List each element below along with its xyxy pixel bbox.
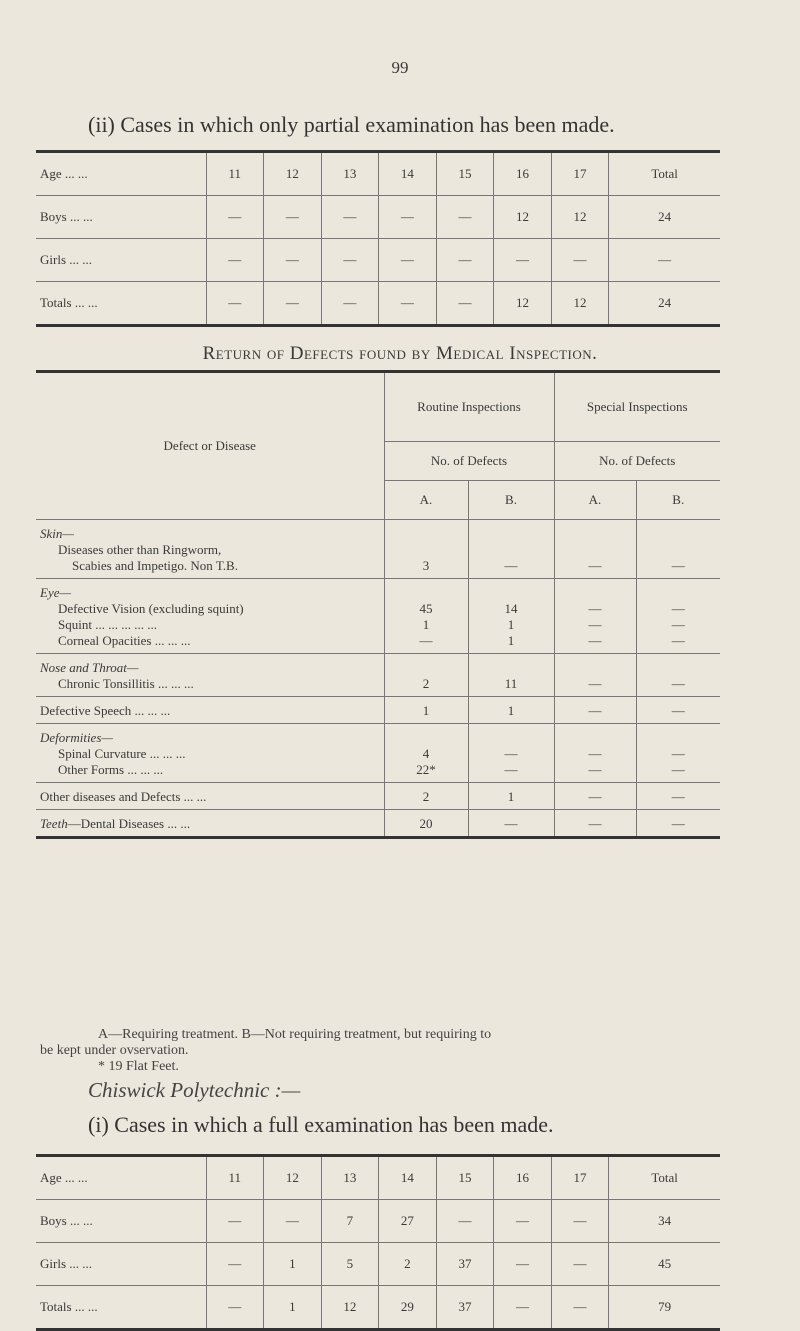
value: — bbox=[504, 746, 518, 761]
table-cell: — bbox=[264, 196, 322, 239]
table-cell: — bbox=[321, 196, 379, 239]
value-cell bbox=[554, 520, 636, 579]
value: — bbox=[671, 789, 685, 804]
value-cell bbox=[468, 783, 554, 810]
item-label: Squint ... ... ... ... ... bbox=[58, 617, 157, 632]
table-cell: 34 bbox=[609, 1200, 720, 1243]
value-cell bbox=[554, 697, 636, 724]
table-cell: 15 bbox=[436, 1156, 494, 1200]
table-cell: 27 bbox=[379, 1200, 437, 1243]
notes bbox=[40, 1027, 730, 1075]
table-cell: 11 bbox=[206, 1156, 264, 1200]
value: — bbox=[671, 617, 685, 632]
partial-exam-heading: (ii) Cases in which only partial examination has been made. bbox=[88, 112, 615, 137]
value: 1 bbox=[507, 617, 515, 632]
table-cell: 1 bbox=[264, 1286, 322, 1330]
table-cell: — bbox=[206, 196, 264, 239]
defect-label bbox=[36, 783, 384, 810]
table-cell: 14 bbox=[379, 152, 437, 196]
table-cell: 12 bbox=[264, 1156, 322, 1200]
table-cell: — bbox=[321, 282, 379, 326]
table-cell: 7 bbox=[321, 1200, 379, 1243]
table-row bbox=[36, 783, 720, 810]
value-cell bbox=[468, 697, 554, 724]
table-cell: 2 bbox=[379, 1243, 437, 1286]
table-cell: — bbox=[379, 239, 437, 282]
table-cell: 13 bbox=[321, 152, 379, 196]
table-cell: — bbox=[494, 1286, 552, 1330]
special-header: Special Inspections bbox=[554, 372, 720, 442]
item-text: —Dental Diseases ... ... bbox=[67, 816, 191, 831]
item-label: Spinal Curvature ... ... ... bbox=[58, 746, 186, 761]
table-row bbox=[36, 724, 720, 783]
value: — bbox=[671, 558, 685, 573]
table-cell: 5 bbox=[321, 1243, 379, 1286]
row-label: Girls ... ... bbox=[36, 239, 206, 282]
table-cell: 29 bbox=[379, 1286, 437, 1330]
item-label: Diseases other than Ringworm, bbox=[58, 542, 222, 557]
table-cell: — bbox=[264, 282, 322, 326]
value: — bbox=[671, 762, 685, 777]
value-cell bbox=[554, 783, 636, 810]
value: 20 bbox=[419, 816, 433, 831]
value: — bbox=[671, 746, 685, 761]
value-cell bbox=[636, 654, 720, 697]
value: — bbox=[504, 816, 518, 831]
table-cell: — bbox=[206, 1243, 264, 1286]
special-b: B. bbox=[636, 481, 720, 520]
table-cell: — bbox=[436, 196, 494, 239]
table-cell: 12 bbox=[551, 282, 609, 326]
table-cell: — bbox=[264, 239, 322, 282]
partial-exam-table bbox=[36, 150, 720, 327]
value-cell bbox=[384, 810, 468, 838]
value: 2 bbox=[422, 676, 430, 691]
value-cell bbox=[384, 724, 468, 783]
value-cell bbox=[554, 579, 636, 654]
value: — bbox=[588, 617, 602, 632]
value-cell bbox=[554, 654, 636, 697]
defect-label bbox=[36, 654, 384, 697]
item-label bbox=[40, 816, 384, 832]
value: — bbox=[419, 633, 433, 648]
defect-label bbox=[36, 579, 384, 654]
table-row bbox=[36, 697, 720, 724]
table-cell: 11 bbox=[206, 152, 264, 196]
value: 45 bbox=[419, 601, 433, 616]
table-cell: 12 bbox=[494, 196, 552, 239]
category-label: Eye— bbox=[40, 585, 72, 600]
table-row bbox=[36, 520, 720, 579]
table-cell: 12 bbox=[264, 152, 322, 196]
value-cell bbox=[636, 520, 720, 579]
value: — bbox=[588, 816, 602, 831]
table-cell: — bbox=[436, 239, 494, 282]
value: 1 bbox=[507, 789, 515, 804]
value-cell bbox=[554, 724, 636, 783]
table-cell: 45 bbox=[609, 1243, 720, 1286]
table-cell: 17 bbox=[551, 1156, 609, 1200]
table-cell: 14 bbox=[379, 1156, 437, 1200]
value: — bbox=[588, 703, 602, 718]
full-exam-table bbox=[36, 1154, 720, 1331]
full-exam-heading: (i) Cases in which a full examination has been made. bbox=[88, 1112, 554, 1137]
table-cell: Total bbox=[609, 152, 720, 196]
routine-a: A. bbox=[384, 481, 468, 520]
defects-table bbox=[36, 370, 720, 839]
value: 1 bbox=[422, 703, 430, 718]
table-cell: — bbox=[494, 1200, 552, 1243]
item-label-cont: Scabies and Impetigo. Non T.B. bbox=[72, 558, 238, 573]
table-row bbox=[36, 1286, 720, 1330]
table-cell: — bbox=[494, 1243, 552, 1286]
value: — bbox=[588, 789, 602, 804]
value: — bbox=[588, 601, 602, 616]
table-cell: — bbox=[551, 1243, 609, 1286]
routine-header: Routine Inspections bbox=[384, 372, 554, 442]
table-cell: 24 bbox=[609, 196, 720, 239]
value-cell bbox=[636, 810, 720, 838]
page-number: 99 bbox=[391, 58, 409, 77]
table-cell: — bbox=[436, 1200, 494, 1243]
table-cell: 13 bbox=[321, 1156, 379, 1200]
value: 1 bbox=[507, 633, 515, 648]
row-label: Age ... ... bbox=[36, 152, 206, 196]
value: — bbox=[671, 703, 685, 718]
table-cell: — bbox=[494, 239, 552, 282]
defects-heading: Return of Defects found by Medical Inspection. bbox=[202, 343, 598, 364]
table-cell: 79 bbox=[609, 1286, 720, 1330]
value-cell bbox=[384, 579, 468, 654]
item-label: Corneal Opacities ... ... ... bbox=[58, 633, 191, 648]
table-cell: — bbox=[436, 282, 494, 326]
table-row bbox=[36, 810, 720, 838]
table-cell: 12 bbox=[494, 282, 552, 326]
row-label: Totals ... ... bbox=[40, 1299, 98, 1314]
value-cell bbox=[468, 579, 554, 654]
header-row bbox=[36, 1156, 720, 1200]
value: — bbox=[588, 762, 602, 777]
table-row bbox=[36, 1243, 720, 1286]
table-cell: — bbox=[206, 1286, 264, 1330]
category-label: Teeth bbox=[40, 816, 68, 831]
value: — bbox=[588, 558, 602, 573]
value-cell bbox=[636, 579, 720, 654]
table-row bbox=[36, 1200, 720, 1243]
value: 3 bbox=[422, 558, 430, 573]
value-cell bbox=[468, 810, 554, 838]
value-cell bbox=[384, 654, 468, 697]
table-row bbox=[36, 579, 720, 654]
table-cell: — bbox=[551, 1286, 609, 1330]
value-cell bbox=[384, 520, 468, 579]
value: — bbox=[588, 746, 602, 761]
category-label: Deformities— bbox=[40, 730, 113, 745]
table-cell: — bbox=[264, 1200, 322, 1243]
value-cell bbox=[384, 697, 468, 724]
routine-b: B. bbox=[468, 481, 554, 520]
routine-no-defects: No. of Defects bbox=[384, 442, 554, 481]
table-row bbox=[36, 196, 720, 239]
value: — bbox=[671, 601, 685, 616]
defect-col-header: Defect or Disease bbox=[36, 372, 384, 520]
table-cell: 16 bbox=[494, 152, 552, 196]
item-label: Chronic Tonsillitis ... ... ... bbox=[58, 676, 194, 691]
row-label: Girls ... ... bbox=[36, 1243, 206, 1286]
table-row bbox=[36, 239, 720, 282]
table-cell: 1 bbox=[264, 1243, 322, 1286]
table-cell: 24 bbox=[609, 282, 720, 326]
table-row bbox=[36, 282, 720, 326]
value: — bbox=[671, 676, 685, 691]
table-cell: — bbox=[321, 239, 379, 282]
note-line: be kept under ovservation. bbox=[40, 1043, 189, 1058]
table-row bbox=[36, 654, 720, 697]
category-label: Skin— bbox=[40, 526, 74, 541]
table-cell: — bbox=[379, 196, 437, 239]
value: 4 bbox=[422, 746, 430, 761]
special-no-defects: No. of Defects bbox=[554, 442, 720, 481]
special-a: A. bbox=[554, 481, 636, 520]
value: 1 bbox=[507, 703, 515, 718]
table-cell: — bbox=[206, 1200, 264, 1243]
value-cell bbox=[468, 724, 554, 783]
item-label: Other diseases and Defects ... ... bbox=[40, 789, 207, 804]
item-label: Defective Vision (excluding squint) bbox=[58, 601, 244, 616]
table-cell: 16 bbox=[494, 1156, 552, 1200]
defect-label bbox=[36, 520, 384, 579]
table-cell: — bbox=[609, 239, 720, 282]
row-label: Age ... ... bbox=[36, 1156, 206, 1200]
value: 14 bbox=[504, 601, 518, 616]
header-row bbox=[36, 152, 720, 196]
value: — bbox=[671, 633, 685, 648]
value: — bbox=[504, 558, 518, 573]
value-cell bbox=[384, 783, 468, 810]
value: — bbox=[671, 816, 685, 831]
value-cell bbox=[468, 654, 554, 697]
row-label: Totals ... ... bbox=[40, 295, 98, 310]
table-cell: 37 bbox=[436, 1286, 494, 1330]
defect-label bbox=[36, 724, 384, 783]
category-label: Nose and Throat— bbox=[40, 660, 139, 675]
table-cell: — bbox=[206, 282, 264, 326]
table-cell: 12 bbox=[321, 1286, 379, 1330]
table-cell: 12 bbox=[551, 196, 609, 239]
value: 2 bbox=[422, 789, 430, 804]
table-cell: — bbox=[551, 1200, 609, 1243]
value-cell bbox=[554, 810, 636, 838]
defect-label bbox=[36, 810, 384, 838]
table-cell: 17 bbox=[551, 152, 609, 196]
value-cell bbox=[636, 697, 720, 724]
defect-label bbox=[36, 697, 384, 724]
note-line: A—Requiring treatment. B—Not requiring treatment, but requiring to bbox=[98, 1027, 492, 1042]
value: — bbox=[504, 762, 518, 777]
value-cell bbox=[636, 783, 720, 810]
table-cell: 15 bbox=[436, 152, 494, 196]
value: — bbox=[588, 676, 602, 691]
item-label: Other Forms ... ... ... bbox=[58, 762, 164, 777]
table-cell: Total bbox=[609, 1156, 720, 1200]
value-cell bbox=[636, 724, 720, 783]
value: 11 bbox=[504, 676, 518, 691]
item-label: Defective Speech ... ... ... bbox=[40, 703, 171, 718]
value: 22* bbox=[416, 762, 436, 777]
value: — bbox=[588, 633, 602, 648]
chiswick-heading: Chiswick Polytechnic :— bbox=[88, 1078, 301, 1102]
value-cell bbox=[468, 520, 554, 579]
value: 1 bbox=[422, 617, 430, 632]
table-cell: — bbox=[551, 239, 609, 282]
table-cell: — bbox=[206, 239, 264, 282]
table-cell: — bbox=[379, 282, 437, 326]
row-label: Boys ... ... bbox=[36, 196, 206, 239]
row-label: Boys ... ... bbox=[36, 1200, 206, 1243]
note-line: * 19 Flat Feet. bbox=[98, 1059, 179, 1074]
table-cell: 37 bbox=[436, 1243, 494, 1286]
